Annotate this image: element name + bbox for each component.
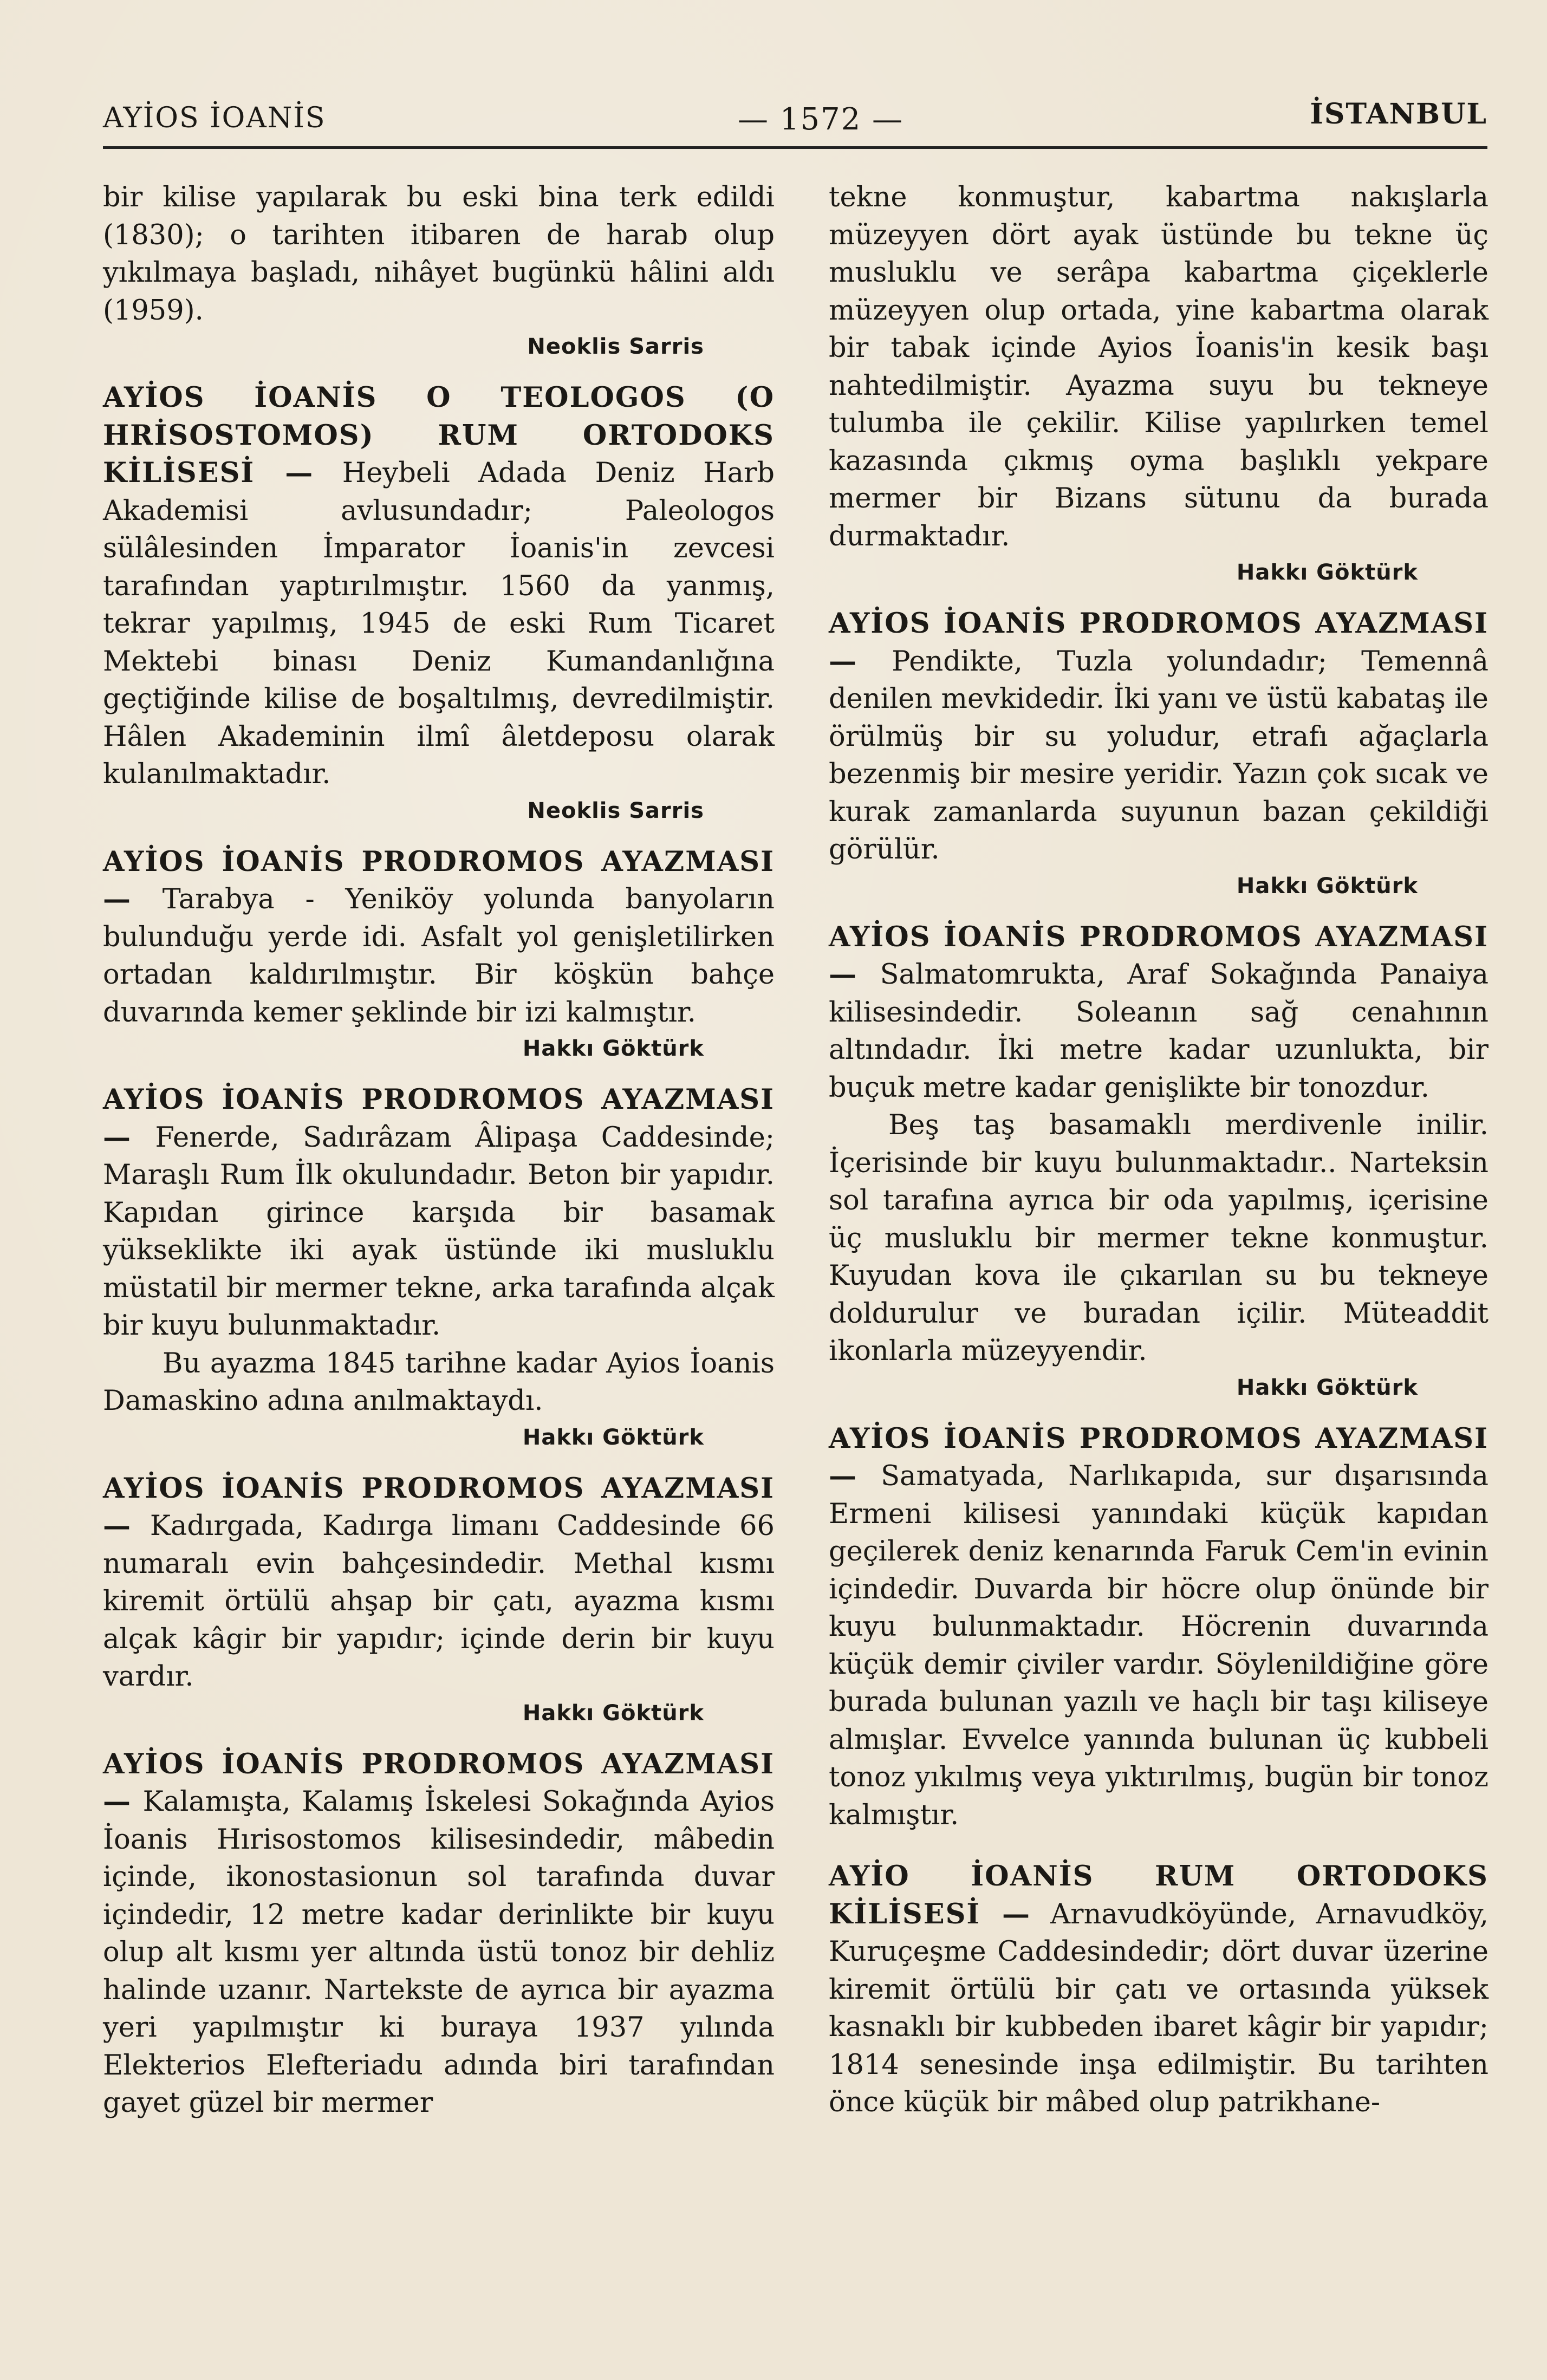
article-entry bbox=[103, 379, 775, 825]
entry-body: Arnavudköyünde, Arnavudköy, Kuruçeşme Caddesindedir; dört duvar üzerine kiremit örtülü bir çatı ve ortasında yüksek kasnaklı bir kubbeden ibaret kâgir bir yapıdır; 1814 senesinde inşa edilmiştir. Bu tarihten önce küçük bir mâbed olup patrikhane- bbox=[829, 1898, 1488, 2118]
entry-title: AYİOS İOANİS PRODROMOS AYAZMASI — bbox=[103, 1472, 775, 1542]
header-rule bbox=[103, 146, 1487, 149]
entry-title: AYİOS İOANİS PRODROMOS AYAZMASI — bbox=[103, 845, 775, 915]
continuation-text: tekne konmuştur, kabartma nakışlarla müzeyyen dört ayak üstünde bu tekne üç musluklu ve serâpa kabartma çiçeklerle müzeyyen olup ortada, yine kabartma olarak bir tabak içinde Ayios İoanis'in kesik başı nahtedilmiştir. Ayazma suyu bu tekneye tulumba ile çekilir. Kilise yapılırken temel kazasında çıkmış oyma başlıklı yekpare mermer bir Bizans sütunu da burada durmaktadır. bbox=[829, 181, 1488, 552]
entry-title: AYİO İOANİS RUM ORTODOKS KİLİSESİ — bbox=[829, 1860, 1488, 1930]
entry-title: AYİOS İOANİS PRODROMOS AYAZMASI — bbox=[829, 920, 1488, 991]
continuation-text: bir kilise yapılarak bu eski bina terk edildi (1830); o tarihten itibaren de harab olup yıkılmaya başladı, nihâyet bugünkü hâlini aldı (1959). bbox=[103, 181, 775, 327]
entry-extra-paragraph: Beş taş basamaklı merdivenle inilir. İçerisinde bir kuyu bulunmaktadır.. Narteksin sol tarafına ayrıca bir oda yapılmış, içerisine üç musluklu bir mermer tekne konmuştur. Kuyudan kova ile çıkarılan su bu tekneye doldurulur ve buradan içilir. Müteaddit ikonlarla müzeyyendir. bbox=[829, 1109, 1488, 1367]
header-right-title: İSTANBUL bbox=[1310, 97, 1487, 131]
entry-author: Hakkı Göktürk bbox=[522, 1425, 704, 1450]
entry-title: AYİOS İOANİS O TEOLOGOS (O HRİSOSTOMOS) RUM ORTODOKS KİLİSESİ — bbox=[103, 381, 775, 489]
article-entry bbox=[829, 919, 1488, 1402]
article-entry bbox=[103, 1746, 775, 2122]
right-column bbox=[829, 179, 1488, 2127]
entry-author: Hakkı Göktürk bbox=[1236, 1375, 1418, 1400]
running-header bbox=[103, 92, 1487, 135]
entry-author: Hakkı Göktürk bbox=[1236, 560, 1418, 585]
entry-extra-paragraph: Bu ayazma 1845 tarihne kadar Ayios İoanis Damaskino adına anılmaktaydı. bbox=[103, 1347, 775, 1417]
article-entry bbox=[829, 1420, 1488, 1853]
entry-body: Pendikte, Tuzla yolundadır; Temennâ denilen mevkidedir. İki yanı ve üstü kabataş ile örülmüş bir su yoludur, etrafı ağaçlarla bezenmiş bir mesire yeridir. Yazın çok sıcak ve kurak zamanlarda suyunun bazan çekildiği görülür. bbox=[829, 645, 1489, 866]
header-left-title: AYİOS İOANİS bbox=[103, 102, 326, 134]
entry-body: Kalamışta, Kalamış İskelesi Sokağında Ayios İoanis Hırisostomos kilisesindedir, mâbedin içinde, ikonostasionun sol tarafında duvar içindedir, 12 metre kadar derinlikte bir kuyu olup alt kısmı yer altında üstü tonoz bir dehliz halinde uzanır. Nartekste de ayrıca bir ayazma yeri yapılmıştır ki buraya 1937 yılında Elekterios Elefteriadu adında biri tarafından gayet güzel bir mermer bbox=[103, 1786, 775, 2119]
entry-body: Salmatomrukta, Araf Sokağında Panaiya kilisesindedir. Soleanın sağ cenahının altındadır. İki metre kadar uzunlukta, bir buçuk metre kadar genişlikte bir tonozdur. bbox=[829, 959, 1489, 1104]
entry-title: AYİOS İOANİS PRODROMOS AYAZMASI — bbox=[829, 1422, 1488, 1492]
entry-body: Fenerde, Sadırâzam Âlipaşa Caddesinde; Maraşlı Rum İlk okulundadır. Beton bir yapıdır. Kapıdan girince karşıda bir basamak yükseklikte iki ayak üstünde iki musluklu müstatil bir mermer tekne, arka tarafında alçak bir kuyu bulunmaktadır. bbox=[103, 1121, 775, 1342]
entry-body: Heybeli Adada Deniz Harb Akademisi avlusundadır; Paleologos sülâlesinden İmparator İoanis'in zevcesi tarafından yaptırılmıştır. 1560 da yanmış, tekrar yapılmış, 1945 de eski Rum Ticaret Mektebi binası Deniz Kumandanlığına geçtiğinde kilise de boşaltılmış, devredilmiştir. Hâlen Akademinin ilmî âletdeposu olarak kulanılmaktadır. bbox=[103, 457, 775, 790]
continuation-entry bbox=[829, 179, 1488, 587]
article-entry bbox=[829, 605, 1488, 900]
entry-author: Hakkı Göktürk bbox=[522, 1036, 704, 1061]
article-entry bbox=[103, 1470, 775, 1727]
entry-author: Hakkı Göktürk bbox=[1236, 873, 1418, 899]
entry-author: Neoklis Sarris bbox=[527, 798, 704, 823]
left-column bbox=[103, 179, 775, 2128]
entry-title: AYİOS İOANİS PRODROMOS AYAZMASI — bbox=[103, 1747, 775, 1818]
entry-body: Tarabya - Yeniköy yolunda banyoların bulunduğu yerde idi. Asfalt yol genişletilirken ortadan kaldırılmıştır. Bir köşkün bahçe duvarında kemer şeklinde bir izi kalmıştır. bbox=[103, 883, 775, 1029]
continuation-entry bbox=[103, 179, 775, 361]
entry-body: Kadırgada, Kadırga limanı Caddesinde 66 numaralı evin bahçesindedir. Methal kısmı kiremit örtülü ahşap bir çatı, ayazma kısmı alçak kâgir bir yapıdır; içinde derin bir kuyu vardır. bbox=[103, 1510, 775, 1693]
article-entry bbox=[103, 1081, 775, 1452]
article-entry bbox=[103, 843, 775, 1063]
article-entry bbox=[829, 1858, 1488, 2122]
entry-title: AYİOS İOANİS PRODROMOS AYAZMASI — bbox=[103, 1083, 775, 1154]
entry-spacer bbox=[829, 1834, 1488, 1852]
entry-body: Samatyada, Narlıkapıda, sur dışarısında Ermeni kilisesi yanındaki küçük kapıdan geçilerek deniz kenarında Faruk Cem'in evinin içindedir. Duvarda bir höcre olup önünde bir kuyu bulunmaktadır. Höcrenin duvarında küçük demir çiviler vardır. Söylenildiğine göre burada bulunan yazılı ve haçlı bir taşı kiliseye almışlar. Evvelce yanında bulunan üç kubbeli tonoz yıkılmış veya yıktırılmış, bugün bir tonoz kalmıştır. bbox=[829, 1460, 1488, 1831]
entry-title: AYİOS İOANİS PRODROMOS AYAZMASI — bbox=[829, 607, 1488, 678]
entry-author: Hakkı Göktürk bbox=[522, 1700, 704, 1726]
entry-author: Neoklis Sarris bbox=[527, 334, 704, 359]
page-number: — 1572 — bbox=[737, 102, 904, 137]
